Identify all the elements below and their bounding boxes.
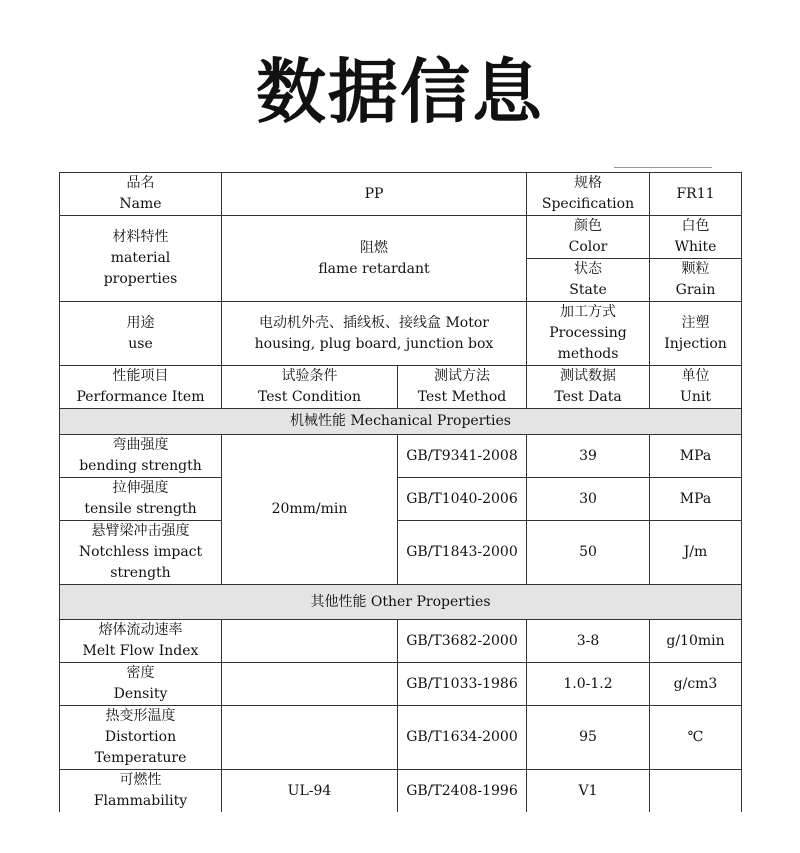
property-name-cell [60,620,222,663]
test-data-cell: 39 [527,435,650,478]
test-condition-cell [222,620,398,663]
color-label-cn: 颜色 [574,218,602,234]
property-name-en: tensile strength [84,501,197,517]
unit-cell [650,770,742,813]
property-name-en: Melt Flow Index [82,643,199,659]
property-name-en-1: Distortion [104,729,177,745]
process-value-cell [650,302,742,366]
unit-cell: g/10min [650,620,742,663]
column-header-row [60,366,742,409]
mechanical-section-en: Mechanical Properties [350,413,511,429]
state-label-cn: 状态 [574,261,602,277]
page-title: 数据信息 [256,51,544,133]
product-name-row [60,173,742,216]
property-name-cn: 弯曲强度 [112,437,169,453]
test-data-cell: 30 [527,478,650,521]
spec-value: FR11 [676,185,715,202]
color-label-cell [527,216,650,259]
header-item-en: Performance Item [76,389,205,405]
property-name-en: Flammability [93,793,188,809]
state-label-cell [527,259,650,302]
spec-value-cell [650,173,742,216]
property-name-cn: 密度 [126,665,155,681]
header-data-en: Test Data [554,389,622,405]
material-label-en-1: material [110,250,171,266]
color-value-cn: 白色 [681,218,710,234]
test-data-cell: 1.0-1.2 [527,663,650,706]
color-value-en: White [674,239,717,255]
process-value-cn: 注塑 [681,314,710,331]
process-label-cn: 加工方式 [560,304,616,320]
property-name-cell [60,435,222,478]
header-condition-cn: 试验条件 [281,368,338,384]
test-method-cell: GB/T1634-2000 [398,706,527,770]
unit-cell: g/cm3 [650,663,742,706]
data-sheet-table [59,172,742,812]
header-unit-cell [650,366,742,409]
unit-cell: MPa [650,478,742,521]
name-value-cell [222,173,527,216]
process-value-en: Injection [664,335,727,352]
other-section-cn: 其他性能 [310,593,367,610]
material-value-cell [222,216,527,302]
process-label-cell [527,302,650,366]
material-label-cn: 材料特性 [112,229,169,245]
property-name-en-1: Notchless impact [78,544,203,560]
unit-cell: MPa [650,435,742,478]
test-method-cell: GB/T1040-2006 [398,478,527,521]
property-name-en-2: strength [110,565,171,581]
color-value-cell [650,216,742,259]
property-name-cell [60,706,222,770]
state-label-en: State [569,282,607,298]
spec-label-cn: 规格 [574,175,602,191]
color-label-en: Color [568,239,608,255]
decorative-divider [614,167,712,168]
test-condition-value: 20mm/min [271,501,348,517]
property-name-cn: 拉伸强度 [112,480,169,496]
mechanical-section-header [60,409,742,435]
test-method-cell: GB/T1033-1986 [398,663,527,706]
property-name-cn: 悬臂梁冲击强度 [91,523,190,539]
header-method-cell [398,366,527,409]
material-row [60,216,742,259]
use-value-cell [222,302,527,366]
header-data-cn: 测试数据 [560,368,616,384]
table-row [60,435,742,478]
name-label-en: Name [119,196,162,212]
process-label-en-1: Processing [549,325,627,341]
material-label-cell [60,216,222,302]
test-condition-cell [222,663,398,706]
table-row [60,521,742,585]
table-row [60,620,742,663]
spec-label-cell [527,173,650,216]
test-condition-cell [222,706,398,770]
test-method-cell: GB/T9341-2008 [398,435,527,478]
mechanical-section-row [60,409,742,435]
spec-label-en: Specification [541,196,635,212]
use-value-line-2: housing, plug board, junction box [254,335,494,352]
mechanical-section-cn: 机械性能 [290,413,347,429]
state-value-cn: 颗粒 [681,261,710,277]
header-method-cn: 测试方法 [434,368,490,384]
test-condition-cell [222,435,398,585]
state-value-cell [650,259,742,302]
header-unit-en: Unit [680,389,711,405]
material-value-cn: 阻燃 [360,239,388,256]
table-row [60,478,742,521]
test-data-cell: 50 [527,521,650,585]
name-label-cn: 品名 [126,175,155,191]
unit-cell: J/m [650,521,742,585]
data-sheet-table-wrapper [59,172,741,812]
use-row [60,302,742,366]
property-name-cell [60,521,222,585]
test-data-cell: 3-8 [527,620,650,663]
header-condition-cell [222,366,398,409]
header-unit-cn: 单位 [681,368,710,384]
property-name-cn: 可燃性 [119,772,162,788]
property-name-cell [60,770,222,813]
property-name-cn: 热变形温度 [105,708,176,724]
use-value-line-1: 电动机外壳、插线板、接线盒 Motor [259,314,489,331]
other-section-row [60,585,742,620]
process-label-en-2: methods [557,346,619,362]
test-method-cell: GB/T2408-1996 [398,770,527,813]
header-data-cell [527,366,650,409]
use-label-cn: 用途 [126,314,155,331]
test-method-cell: GB/T3682-2000 [398,620,527,663]
header-item-cn: 性能项目 [112,368,169,384]
unit-cell: ℃ [650,706,742,770]
name-value: PP [364,185,384,202]
other-section-en: Other Properties [370,593,491,610]
material-value-en: flame retardant [318,260,430,277]
test-data-cell: V1 [527,770,650,813]
material-label-en-2: properties [103,271,178,287]
test-method-cell: GB/T1843-2000 [398,521,527,585]
table-row [60,663,742,706]
test-condition-cell: UL-94 [222,770,398,813]
use-label-en: use [128,335,153,352]
name-label-cell [60,173,222,216]
property-name-cn: 熔体流动速率 [98,622,183,638]
header-condition-en: Test Condition [258,389,361,405]
state-value-en: Grain [675,282,716,298]
property-name-cell [60,663,222,706]
table-row [60,770,742,813]
table-row [60,706,742,770]
property-name-en: Density [113,686,168,702]
header-item-cell [60,366,222,409]
other-section-header [60,585,742,620]
test-data-cell: 95 [527,706,650,770]
property-name-en: bending strength [79,458,202,474]
use-label-cell [60,302,222,366]
property-name-en-2: Temperature [94,750,187,766]
header-method-en: Test Method [417,389,507,405]
property-name-cell [60,478,222,521]
